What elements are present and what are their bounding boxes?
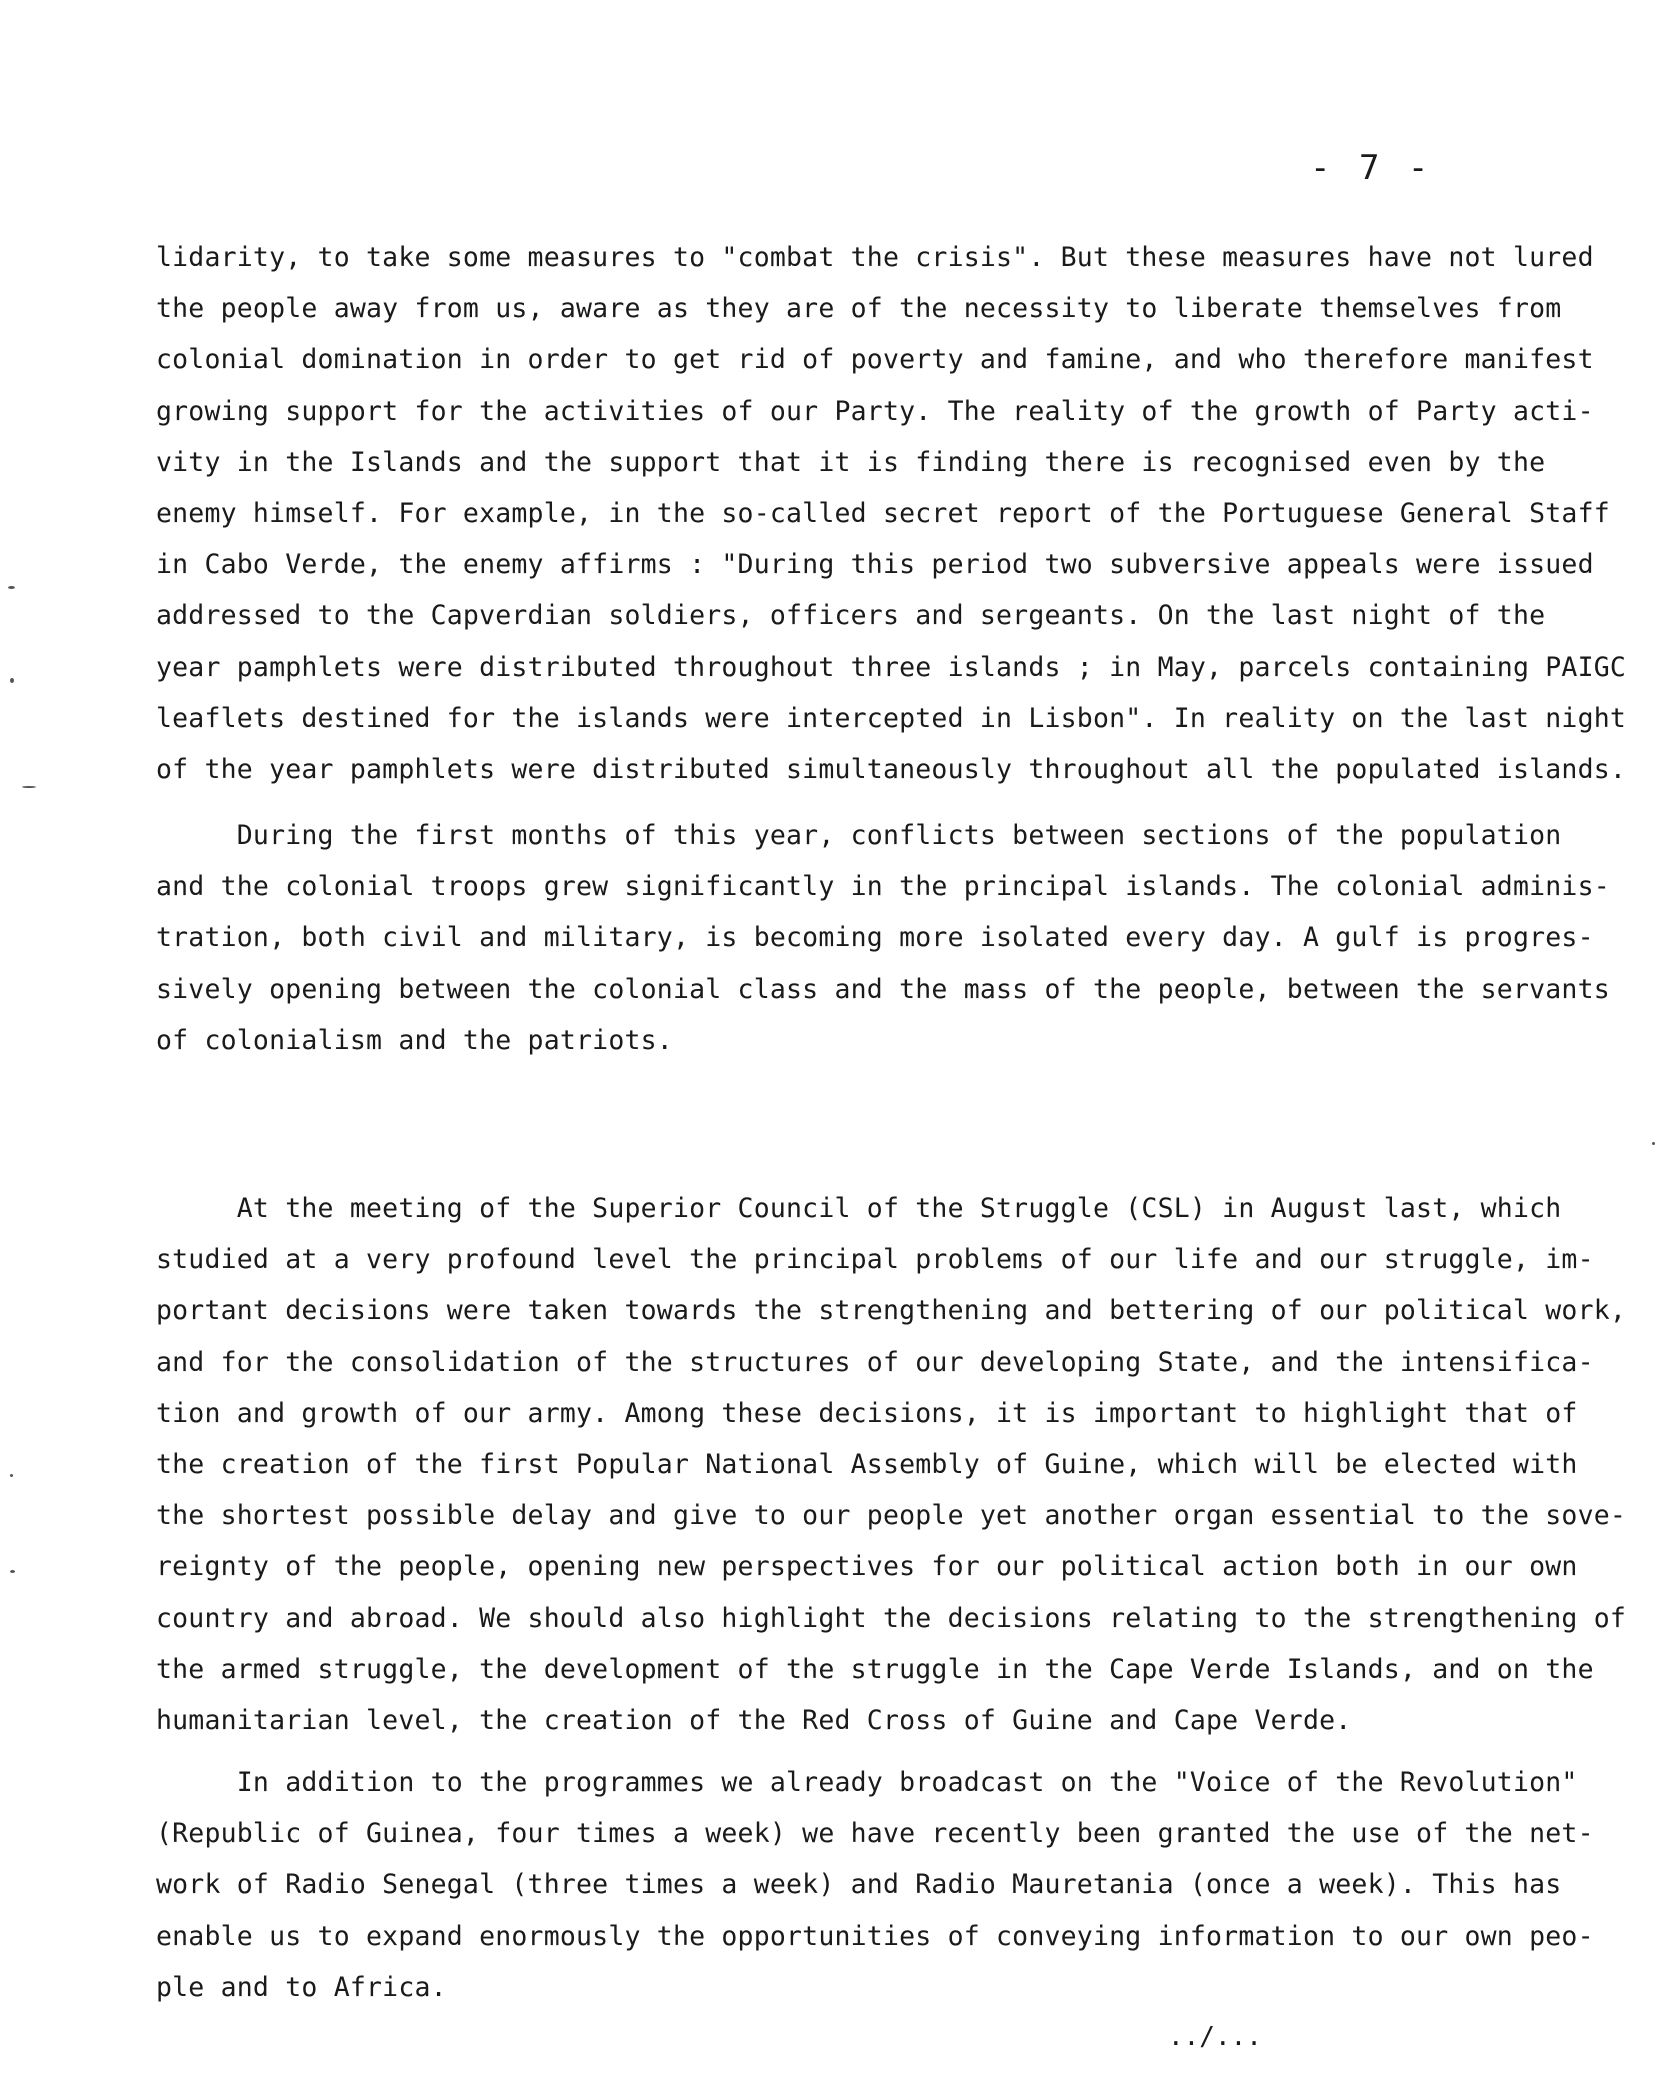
text-line: in Cabo Verde, the enemy affirms : "During this period two subversive appeals were issued bbox=[156, 549, 1594, 581]
text-line: year pamphlets were distributed throughout three islands ; in May, parcels containing PAIGC bbox=[156, 651, 1627, 683]
scan-speck bbox=[10, 1474, 13, 1477]
text-line: tration, both civil and military, is becoming more isolated every day. A gulf is progres- bbox=[156, 922, 1594, 954]
text-line: At the meeting of the Superior Council of the Struggle (CSL) in August last, which bbox=[156, 1193, 1562, 1224]
text-line: In addition to the programmes we already broadcast on the "Voice of the Revolution" bbox=[156, 1767, 1578, 1798]
scan-speck bbox=[22, 786, 36, 788]
text-line: growing support for the activities of our Party. The reality of the growth of Party acti- bbox=[156, 395, 1594, 427]
text-line: ple and to Africa. bbox=[156, 1971, 447, 2003]
text-line: sively opening between the colonial class and the mass of the people, between the servants bbox=[156, 973, 1610, 1005]
scan-speck bbox=[10, 1570, 15, 1573]
continuation-mark: ../... bbox=[1168, 2022, 1262, 2052]
paragraph-4 bbox=[156, 1757, 1596, 2013]
page-number: - 7 - bbox=[1310, 148, 1433, 188]
text-line: colonial domination in order to get rid of poverty and famine, and who therefore manifest bbox=[156, 344, 1594, 376]
paragraph-1 bbox=[156, 232, 1627, 795]
text-line: the people away from us, aware as they are of the necessity to liberate themselves from bbox=[156, 293, 1562, 325]
text-line: addressed to the Capverdian soldiers, officers and sergeants. On the last night of the bbox=[156, 600, 1546, 632]
scan-speck bbox=[10, 678, 14, 683]
text-line: reignty of the people, opening new perspectives for our political action both in our own bbox=[156, 1551, 1578, 1583]
text-line: the creation of the first Popular National Assembly of Guine, which will be elected with bbox=[156, 1448, 1578, 1480]
text-line: of colonialism and the patriots. bbox=[156, 1024, 673, 1056]
scan-speck bbox=[1652, 1142, 1655, 1145]
text-line: and for the consolidation of the structures of our developing State, and the intensifica- bbox=[156, 1346, 1594, 1378]
text-line: the shortest possible delay and give to our people yet another organ essential to the sove- bbox=[156, 1500, 1627, 1532]
text-line: portant decisions were taken towards the strengthening and bettering of our political work, bbox=[156, 1295, 1627, 1327]
text-line: leaflets destined for the islands were intercepted in Lisbon". In reality on the last night bbox=[156, 702, 1627, 734]
text-line: the armed struggle, the development of the struggle in the Cape Verde Islands, and on the bbox=[156, 1653, 1594, 1685]
text-line: enable us to expand enormously the opportunities of conveying information to our own peo- bbox=[156, 1920, 1594, 1952]
paragraph-3 bbox=[156, 1183, 1627, 1746]
paragraph-2 bbox=[156, 810, 1610, 1066]
text-line: (Republic of Guinea, four times a week) we have recently been granted the use of the net- bbox=[156, 1818, 1594, 1850]
text-line: tion and growth of our army. Among these decisions, it is important to highlight that of bbox=[156, 1397, 1578, 1429]
text-line: vity in the Islands and the support that it is finding there is recognised even by the bbox=[156, 446, 1546, 478]
text-line: During the first months of this year, conflicts between sections of the population bbox=[156, 820, 1562, 851]
text-line: enemy himself. For example, in the so-called secret report of the Portuguese General Staff bbox=[156, 497, 1610, 529]
scan-speck bbox=[8, 586, 15, 589]
text-line: humanitarian level, the creation of the Red Cross of Guine and Cape Verde. bbox=[156, 1704, 1352, 1736]
text-line: lidarity, to take some measures to "combat the crisis". But these measures have not lured bbox=[156, 242, 1594, 273]
text-line: of the year pamphlets were distributed simultaneously throughout all the populated islands. bbox=[156, 753, 1627, 785]
text-line: work of Radio Senegal (three times a week) and Radio Mauretania (once a week). This has bbox=[156, 1869, 1562, 1901]
text-line: studied at a very profound level the principal problems of our life and our struggle, im- bbox=[156, 1244, 1594, 1276]
text-line: and the colonial troops grew significantly in the principal islands. The colonial adminis- bbox=[156, 871, 1610, 903]
text-line: country and abroad. We should also highlight the decisions relating to the strengthening of bbox=[156, 1602, 1627, 1634]
